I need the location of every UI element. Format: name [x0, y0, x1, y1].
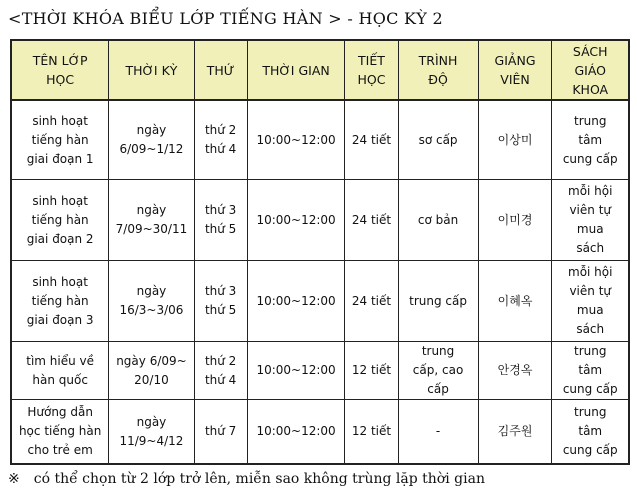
teacher-cell: 안경옥: [478, 342, 552, 400]
table-row: [11, 342, 629, 400]
lessons-cell: 24 tiết: [345, 180, 398, 261]
teacher-cell: 이혜옥: [478, 261, 552, 342]
class-name-cell: tìm hiểu về hàn quốc: [11, 342, 109, 400]
lessons-cell: 12 tiết: [345, 342, 398, 400]
period-cell: ngày 16/3~3/06: [109, 261, 194, 342]
footnote: [8, 471, 485, 487]
schedule-title: <THỜI KHÓA BIỂU LỚP TIẾNG HÀN > - HỌC KỲ 2: [8, 9, 444, 28]
textbook-cell: trung tâm cung cấp: [552, 342, 629, 400]
header-weekday: THỨ: [194, 40, 247, 100]
time-cell: 10:00~12:00: [247, 261, 345, 342]
textbook-cell: trung tâm cung cấp: [552, 400, 629, 465]
lessons-cell: 24 tiết: [345, 100, 398, 180]
teacher-cell: 이미경: [478, 180, 552, 261]
table-row: [11, 400, 629, 465]
textbook-cell: mỗi hội viên tự mua sách: [552, 261, 629, 342]
header-textbook: SÁCH GIÁO KHOA: [552, 40, 629, 100]
class-name-cell: Hướng dẫn học tiếng hàn cho trẻ em: [11, 400, 109, 465]
weekday-cell: thứ 2 thứ 4: [194, 100, 247, 180]
time-cell: 10:00~12:00: [247, 180, 345, 261]
period-cell: ngày 7/09~30/11: [109, 180, 194, 261]
time-cell: 10:00~12:00: [247, 342, 345, 400]
teacher-cell: 김주원: [478, 400, 552, 465]
level-cell: trung cấp, cao cấp: [398, 342, 478, 400]
class-name-cell: sinh hoạt tiếng hàn giai đoạn 3: [11, 261, 109, 342]
table-row: [11, 180, 629, 261]
level-cell: sơ cấp: [398, 100, 478, 180]
weekday-cell: thứ 3 thứ 5: [194, 261, 247, 342]
period-cell: ngày 11/9~4/12: [109, 400, 194, 465]
class-schedule-table: [10, 39, 630, 465]
weekday-cell: thứ 7: [194, 400, 247, 465]
teacher-cell: 이상미: [478, 100, 552, 180]
table-row: [11, 261, 629, 342]
table-row: [11, 100, 629, 180]
header-level: TRÌNH ĐỘ: [398, 40, 478, 100]
class-name-cell: sinh hoạt tiếng hàn giai đoạn 2: [11, 180, 109, 261]
level-cell: -: [398, 400, 478, 465]
time-cell: 10:00~12:00: [247, 100, 345, 180]
lessons-cell: 24 tiết: [345, 261, 398, 342]
lessons-cell: 12 tiết: [345, 400, 398, 465]
level-cell: cơ bản: [398, 180, 478, 261]
class-name-cell: sinh hoạt tiếng hàn giai đoạn 1: [11, 100, 109, 180]
textbook-cell: mỗi hội viên tự mua sách: [552, 180, 629, 261]
footnote-text: có thể chọn từ 2 lớp trở lên, miễn sao không trùng lặp thời gian: [33, 471, 485, 487]
header-time: THỜI GIAN: [247, 40, 345, 100]
reference-mark-icon: ※: [8, 471, 20, 487]
period-cell: ngày 6/09~ 20/10: [109, 342, 194, 400]
header-teacher: GIẢNG VIÊN: [478, 40, 552, 100]
weekday-cell: thứ 2 thứ 4: [194, 342, 247, 400]
header-class-name: TÊN LỚP HỌC: [11, 40, 109, 100]
header-lessons: TIẾT HỌC: [345, 40, 398, 100]
period-cell: ngày 6/09~1/12: [109, 100, 194, 180]
weekday-cell: thứ 3 thứ 5: [194, 180, 247, 261]
time-cell: 10:00~12:00: [247, 400, 345, 465]
level-cell: trung cấp: [398, 261, 478, 342]
header-period: THỜI KỲ: [109, 40, 194, 100]
header-row: [11, 40, 629, 100]
textbook-cell: trung tâm cung cấp: [552, 100, 629, 180]
